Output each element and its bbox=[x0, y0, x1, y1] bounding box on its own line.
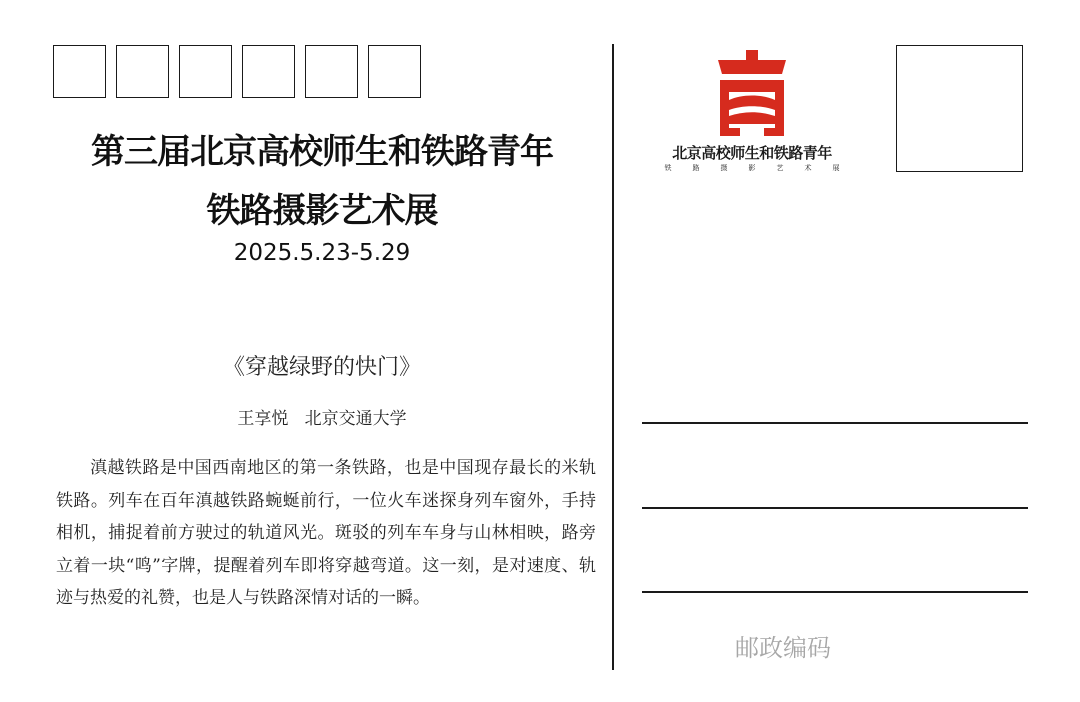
work-description: 滇越铁路是中国西南地区的第一条铁路，也是中国现存最长的米轨铁路。列车在百年滇越铁路蜿蜒前行，一位火车迷探身列车窗外，手持相机，捕捉着前方驶过的轨道风光。斑驳的列车车身与山林相映，路旁立着一块“鸣”字牌，提醒着列车即将穿越弯道。这一刻，是对速度、轨迹与热爱的礼赞，也是人与铁路深情对话的一瞬。 bbox=[56, 458, 596, 608]
logo-subtitle-char: 路 bbox=[692, 164, 700, 172]
author-name: 王享悦 bbox=[237, 409, 289, 429]
postcode-box bbox=[305, 45, 358, 98]
logo-subtitle-char: 摄 bbox=[720, 164, 728, 172]
logo-subtitle-char: 影 bbox=[748, 164, 756, 172]
address-line bbox=[642, 591, 1028, 593]
address-line bbox=[642, 507, 1028, 509]
address-line bbox=[642, 422, 1028, 424]
author-line bbox=[60, 404, 584, 429]
event-title-line2: 铁路摄影艺术展 bbox=[206, 191, 438, 231]
logo-subtitle-char: 铁 bbox=[664, 164, 672, 172]
postcode-box bbox=[116, 45, 169, 98]
postcode-box bbox=[368, 45, 421, 98]
logo-subtitle-char: 艺 bbox=[776, 164, 784, 172]
postcode-box bbox=[179, 45, 232, 98]
exhibition-logo bbox=[650, 50, 854, 176]
event-date: 2025.5.23-5.29 bbox=[233, 240, 411, 266]
logo-subtitle-char: 展 bbox=[832, 164, 840, 172]
railway-gate-logo-icon bbox=[716, 50, 788, 138]
logo-subtitle bbox=[650, 163, 854, 173]
logo-name: 北京高校师生和铁路青年 bbox=[672, 144, 832, 162]
work-title: 《穿越绿野的快门》 bbox=[222, 355, 421, 380]
stamp-box bbox=[896, 45, 1023, 172]
center-divider bbox=[612, 44, 614, 670]
logo-subtitle-char: 术 bbox=[804, 164, 812, 172]
postcode-box bbox=[53, 45, 106, 98]
author-school: 北京交通大学 bbox=[304, 409, 407, 429]
postcode-boxes bbox=[53, 45, 421, 101]
postal-code-label: 邮政编码 bbox=[735, 634, 831, 662]
postcode-box bbox=[242, 45, 295, 98]
event-title-line1: 第三届北京高校师生和铁路青年 bbox=[91, 132, 553, 172]
